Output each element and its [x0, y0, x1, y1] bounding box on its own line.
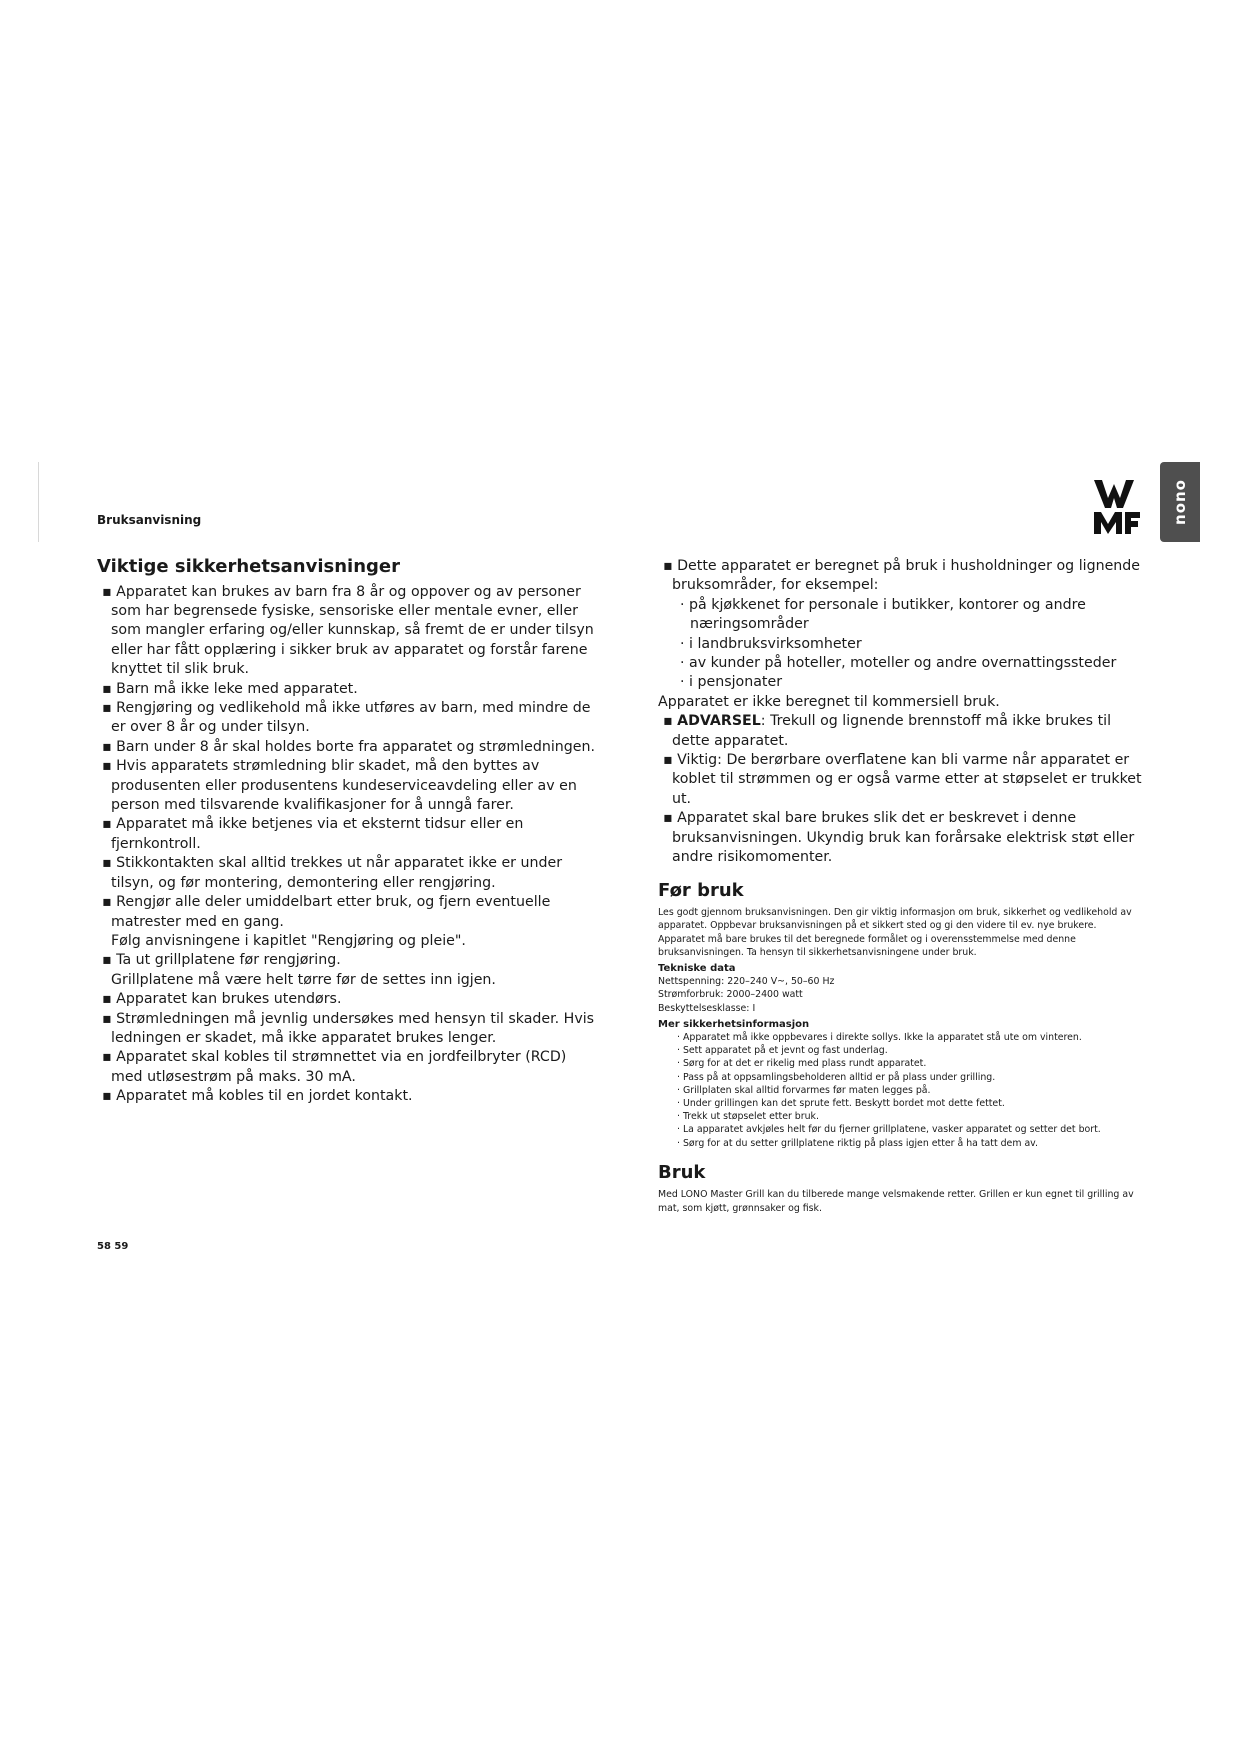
list-item: ▪ Strømledningen må jevnlig undersøkes med hensyn til skader. Hvis ledningen er skadet, må ikke apparatet brukes lenger.: [102, 1010, 595, 1046]
list-item: ▪ Hvis apparatets strømledning blir skadet, må den byttes av produsenten eller produsentens kundeserviceavdeling eller av en person med tilsvarende kvalifikasjoner for å unngå farer.: [102, 758, 577, 814]
before-use-text: [658, 906, 1148, 1150]
wmf-logo-icon: [1092, 478, 1142, 536]
list-item: Følg anvisningene i kapitlet "Rengjøring og pleie".: [111, 932, 466, 949]
list-item: Apparatet er ikke beregnet til kommersiell bruk.: [658, 693, 1000, 710]
list-item: · Under grillingen kan det sprute fett. Beskytt bordet mot dette fettet.: [677, 1097, 1005, 1109]
safety-list: [97, 583, 597, 1107]
list-item: · på kjøkkenet for personale i butikker, kontorer og andre næringsområder: [680, 596, 1086, 633]
tech-row: Nettspenning: 220–240 V~, 50–60 Hz: [658, 976, 835, 988]
list-item: · Sørg for at du setter grillplatene riktig på plass igjen etter å ha tatt dem av.: [677, 1137, 1038, 1149]
section-title-use: Bruk: [658, 1161, 706, 1183]
tech-row: Beskyttelsesklasse: I: [658, 1002, 756, 1014]
list-item: · Grillplaten skal alltid forvarmes før maten legges på.: [677, 1084, 931, 1096]
use-text: [658, 1188, 1148, 1214]
list-item: · Pass på at oppsamlingsbeholderen alltid er på plass under grilling.: [677, 1071, 996, 1083]
list-item: ▪ Apparatet skal bare brukes slik det er beskrevet i denne bruksanvisningen. Ukyndig bruk kan forårsake elektrisk støt eller andre risikomomenter.: [663, 810, 1135, 866]
list-item: · Sørg for at det er rikelig med plass rundt apparatet.: [677, 1058, 927, 1070]
list-item: ▪ Apparatet kan brukes utendørs.: [102, 991, 342, 1008]
list-item: ▪ Dette apparatet er beregnet på bruk i husholdninger og lignende bruksområder, for eksempel:: [663, 558, 1141, 594]
list-item: Grillplatene må være helt tørre før de settes inn igjen.: [111, 971, 496, 988]
paragraph: Med LONO Master Grill kan du tilberede mange velsmakende retter. Grillen er kun egnet til grilling av mat, som kjøtt, grønnsaker og fisk.: [658, 1189, 1134, 1214]
list-item: ▪ Barn under 8 år skal holdes borte fra apparatet og strømledningen.: [102, 738, 595, 755]
safety-info-title: Mer sikkerhetsinformasjon: [658, 1018, 810, 1030]
list-item: · av kunder på hoteller, moteller og andre overnattingssteder: [680, 655, 1117, 672]
warning-label: ADVARSEL: [677, 713, 761, 730]
usage-list: [658, 557, 1148, 868]
list-item: ▪ Barn må ikke leke med apparatet.: [102, 680, 358, 697]
section-title-before-use: Før bruk: [658, 879, 744, 901]
paragraph: Apparatet må bare brukes til det beregnede formålet og i overensstemmelse med denne bruksanvisningen. Ta hensyn til sikkerhetsanvisningene under bruk.: [658, 933, 1076, 958]
paragraph: Les godt gjennom bruksanvisningen. Den gir viktig informasjon om bruk, sikkerhet og vedlikehold av apparatet. Oppbevar bruksanvisningen på et sikkert sted og gi den videre til ev. nye brukere.: [658, 907, 1132, 932]
section-title-safety: Viktige sikkerhetsanvisninger: [97, 556, 401, 577]
language-label: nono: [1171, 479, 1189, 525]
usage-column: [658, 557, 1148, 1215]
list-item: ▪ Rengjøring og vedlikehold må ikke utføres av barn, med mindre de er over 8 år og under tilsyn.: [102, 700, 591, 736]
list-item: · Apparatet må ikke oppbevares i direkte sollys. Ikke la apparatet stå ute om vinteren.: [677, 1031, 1082, 1043]
tech-row: Strømforbruk: 2000–2400 watt: [658, 989, 803, 1001]
list-item: ▪ Stikkontakten skal alltid trekkes ut når apparatet ikke er under tilsyn, og før montering, demontering eller rengjøring.: [102, 855, 563, 891]
page-numbers: 58 59: [97, 1241, 129, 1252]
list-item: ▪ Rengjør alle deler umiddelbart etter bruk, og fjern eventuelle matrester med en gang.: [102, 894, 551, 930]
list-item: · i pensjonater: [680, 674, 783, 691]
list-item: ▪ Ta ut grillplatene før rengjøring.: [102, 952, 341, 969]
list-item: · La apparatet avkjøles helt før du fjerner grillplatene, vasker apparatet og setter det bort.: [677, 1124, 1101, 1136]
list-item: ▪ Apparatet må kobles til en jordet kontakt.: [102, 1088, 413, 1105]
list-item: · Sett apparatet på et jevnt og fast underlag.: [677, 1045, 888, 1057]
list-item: · i landbruksvirksomheter: [680, 635, 862, 652]
list-item: · Trekk ut støpselet etter bruk.: [677, 1111, 819, 1123]
header-label: Bruksanvisning: [97, 513, 202, 527]
list-item: ▪ Apparatet kan brukes av barn fra 8 år og oppover og av personer som har begrensede fysiske, sensoriske eller mentale evner, eller som mangler erfaring og/eller kunnskap, så fremt de er under tilsyn eller har fått opplæring i sikker bruk av apparatet og forstår farene knyttet til slik bruk.: [102, 583, 594, 678]
language-tab: [1160, 462, 1200, 542]
list-item: ▪ Viktig: De berørbare overflatene kan bli varme når apparatet er koblet til strømmen og er også varme etter at støpselet er trukket ut.: [663, 752, 1142, 807]
list-item: ▪ Apparatet må ikke betjenes via et eksternt tidsur eller en fjernkontroll.: [102, 816, 524, 852]
safety-column: [97, 556, 597, 1107]
tech-data-title: Tekniske data: [658, 962, 736, 974]
warning-item: ▪ ADVARSEL: Trekull og lignende brennstoff må ikke brukes til dette apparatet.: [663, 713, 1112, 749]
margin-rule: [38, 462, 39, 542]
list-item: ▪ Apparatet skal kobles til strømnettet via en jordfeilbryter (RCD) med utløsestrøm på maks. 30 mA.: [102, 1049, 567, 1085]
